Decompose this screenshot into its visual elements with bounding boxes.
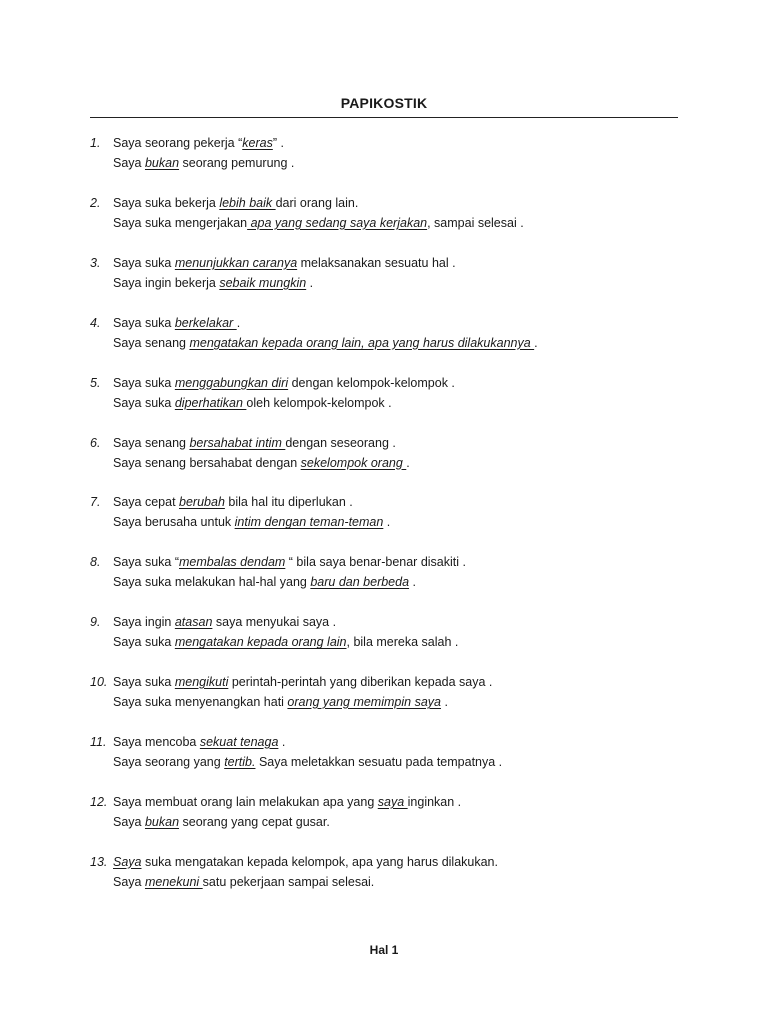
statement-text: Saya berusaha untuk [113, 515, 235, 530]
statement-b [113, 453, 410, 473]
statement-text: Saya suka menyenangkan hati [113, 695, 288, 710]
statement-b [113, 752, 502, 772]
statement-a [113, 732, 285, 752]
statement-item [90, 732, 690, 776]
statement-a [113, 612, 336, 632]
statement-a [113, 852, 498, 872]
underlined-phrase: mengatakan kepada orang lain [174, 635, 347, 650]
statement-text: dengan kelompok-kelompok . [288, 375, 455, 390]
underlined-phrase: atasan [174, 615, 213, 630]
statement-a [113, 133, 284, 153]
statement-text: Saya suka “ [113, 555, 180, 570]
statement-text: seorang pemurung . [179, 156, 295, 170]
item-number: 13. [90, 854, 108, 869]
statement-text: Saya cepat [113, 495, 180, 510]
statement-text: . [409, 575, 416, 590]
item-number: 6. [90, 435, 101, 450]
statement-text: Saya senang bersahabat dengan [113, 455, 301, 470]
underlined-phrase: menunjukkan caranya [174, 255, 298, 270]
statement-text: Saya seorang yang [113, 755, 225, 769]
item-number: 1. [90, 136, 101, 150]
underlined-phrase: berkelakar [174, 315, 237, 330]
statement-b [113, 572, 416, 592]
statement-item [90, 612, 690, 656]
statement-text: perintah-perintah yang diberikan kepada saya . [228, 675, 493, 690]
statement-a [113, 552, 466, 572]
statement-b [113, 333, 538, 353]
statement-item [90, 373, 690, 417]
statement-item [90, 492, 690, 536]
statement-a [113, 433, 396, 453]
statement-text: Saya suka [113, 395, 175, 410]
statement-item [90, 313, 690, 357]
statement-text: . [534, 335, 538, 350]
underlined-phrase: sekuat tenaga [199, 735, 279, 749]
statement-text: . [406, 455, 410, 470]
statement-text: Saya senang [113, 335, 190, 350]
underlined-phrase: mengikuti [174, 675, 229, 690]
statement-text: ” . [272, 136, 284, 150]
item-number: 3. [90, 255, 101, 270]
statement-item [90, 133, 690, 177]
underlined-phrase: sekelompok orang [300, 455, 407, 470]
underlined-phrase: bukan [144, 156, 180, 170]
statement-text: Saya senang [113, 435, 190, 450]
statement-text: Saya seorang pekerja “ [113, 136, 243, 150]
underlined-phrase: mengatakan kepada orang lain, apa yang harus dilakukannya [189, 335, 535, 350]
underlined-phrase: orang yang memimpin saya [287, 695, 441, 710]
statement-b [113, 872, 374, 892]
statement-text: , bila mereka salah . [346, 635, 459, 650]
statement-item [90, 792, 690, 836]
item-number: 11. [90, 735, 107, 749]
statement-a [113, 373, 455, 393]
underlined-phrase: keras [242, 136, 273, 150]
statement-text: Saya meletakkan sesuatu pada tempatnya . [255, 755, 503, 769]
underlined-phrase: bersahabat intim [189, 435, 286, 450]
statement-text: Saya ingin bekerja [113, 275, 220, 290]
statement-b [113, 273, 313, 293]
underlined-phrase: intim dengan teman-teman [234, 515, 384, 530]
statement-text: . [236, 315, 241, 330]
statement-item [90, 433, 690, 477]
statement-text: Saya [113, 874, 145, 889]
statement-text: Saya ingin [113, 615, 175, 630]
statement-a [113, 253, 456, 273]
statement-text: Saya suka [113, 375, 175, 390]
statement-item [90, 672, 690, 716]
statement-text: . [278, 735, 286, 749]
statement-b [113, 153, 294, 173]
statement-text: Saya mencoba [113, 735, 200, 749]
statement-text: seorang yang cepat gusar. [179, 814, 330, 829]
statement-text: Saya suka bekerja [113, 195, 220, 210]
item-number: 12. [90, 794, 108, 809]
statement-text: Saya suka [113, 675, 175, 690]
statement-a [113, 492, 353, 512]
statement-b [113, 393, 392, 413]
item-number: 4. [90, 315, 101, 330]
statement-text: Saya [113, 814, 145, 829]
underlined-phrase: menekuni [144, 874, 203, 889]
underlined-phrase: baru dan berbeda [310, 575, 410, 590]
item-number: 2. [90, 195, 101, 210]
statement-text: . [383, 515, 391, 530]
statement-text: Saya suka [113, 315, 175, 330]
statement-item [90, 193, 690, 237]
item-number: 10. [90, 675, 108, 690]
statement-text: melaksanakan sesuatu hal . [297, 255, 456, 270]
item-number: 8. [90, 555, 101, 570]
statement-text: inginkan . [407, 794, 462, 809]
statement-text: Saya suka mengerjakan [113, 215, 248, 230]
statement-text: , sampai selesai . [427, 215, 524, 230]
statement-text: saya menyukai saya . [212, 615, 337, 630]
underlined-phrase: Saya [113, 854, 142, 869]
underlined-phrase: bukan [144, 814, 180, 829]
statement-text: Saya suka [113, 635, 175, 650]
statement-b [113, 512, 390, 532]
statement-b [113, 812, 330, 832]
underlined-phrase: saya [377, 794, 408, 809]
item-number: 7. [90, 495, 101, 510]
page-number: Hal 1 [369, 943, 399, 957]
statement-item [90, 852, 690, 896]
underlined-phrase: tertib. [224, 755, 256, 769]
statement-text: dari orang lain. [275, 195, 359, 210]
underlined-phrase: sebaik mungkin [219, 275, 307, 290]
statement-a [113, 313, 240, 333]
statement-text: Saya suka [113, 255, 175, 270]
item-number: 9. [90, 615, 101, 630]
statement-b [113, 213, 524, 233]
underlined-phrase: apa yang sedang saya kerjakan [247, 215, 428, 230]
statement-text: Saya suka melakukan hal-hal yang [113, 575, 311, 590]
statement-b [113, 632, 458, 652]
underlined-phrase: berubah [179, 495, 225, 510]
statement-text: . [440, 695, 448, 710]
statement-text: Saya [113, 156, 145, 170]
statement-text: satu pekerjaan sampai selesai. [202, 874, 375, 889]
page-title: PAPIKOSTIK [340, 95, 428, 111]
statement-a [113, 792, 461, 812]
statement-text: oleh kelompok-kelompok . [246, 395, 392, 410]
statement-text: Saya membuat orang lain melakukan apa yang [113, 794, 378, 809]
statement-a [113, 672, 492, 692]
underlined-phrase: diperhatikan [174, 395, 247, 410]
underlined-phrase: membalas dendam [179, 555, 286, 570]
underlined-phrase: menggabungkan diri [174, 375, 289, 390]
statement-text: “ bila saya benar-benar disakiti . [285, 555, 466, 570]
underlined-phrase: lebih baik [219, 195, 276, 210]
statement-b [113, 692, 448, 712]
statement-item [90, 253, 690, 297]
statement-text: suka mengatakan kepada kelompok, apa yang harus dilakukan. [141, 854, 498, 869]
statement-text: . [306, 275, 314, 290]
title-divider [90, 117, 678, 118]
statement-item [90, 552, 690, 596]
statement-text: bila hal itu diperlukan . [224, 495, 353, 510]
item-number: 5. [90, 375, 101, 390]
statement-text: dengan seseorang . [285, 435, 396, 450]
statement-a [113, 193, 358, 213]
